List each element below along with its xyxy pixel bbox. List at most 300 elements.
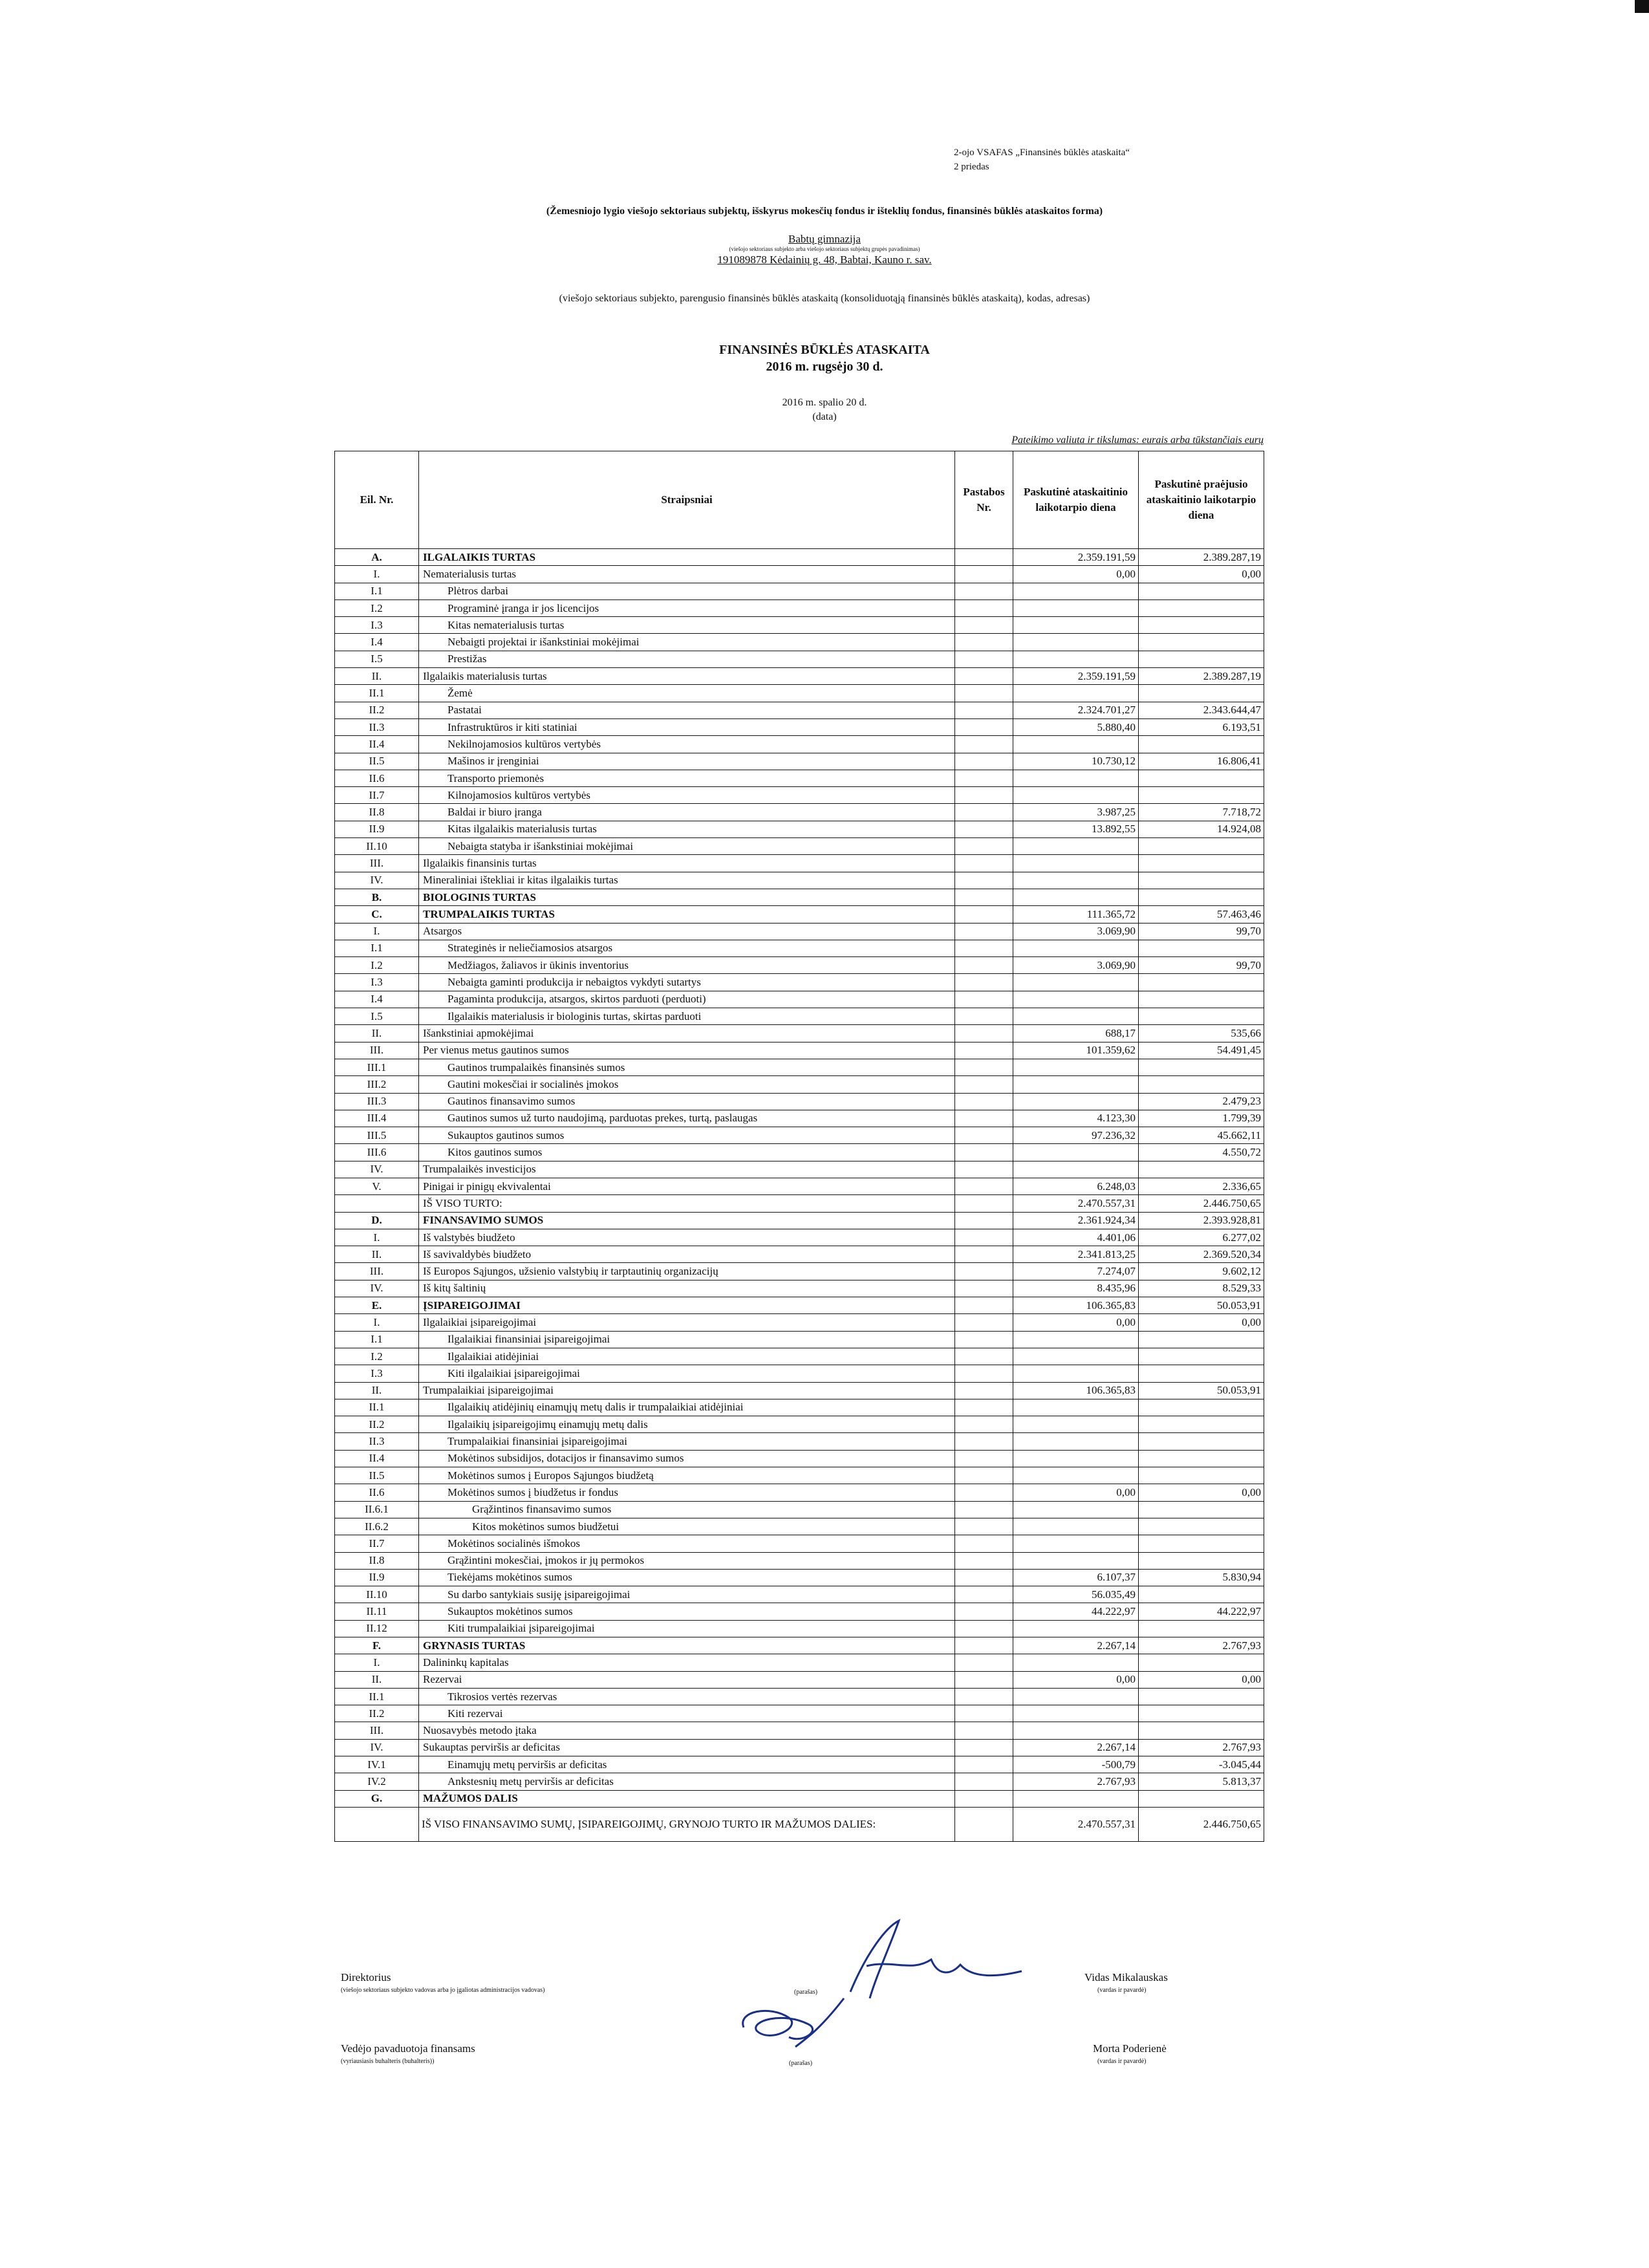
table-row bbox=[335, 1314, 1264, 1331]
row-previous-value bbox=[1139, 1467, 1264, 1484]
row-current-value: 106.365,83 bbox=[1013, 1382, 1139, 1399]
row-previous-value bbox=[1139, 1365, 1264, 1382]
row-current-value: 2.324.701,27 bbox=[1013, 702, 1139, 718]
row-item: Ilgalaikis materialusis ir biologinis turtas, skirtas parduoti bbox=[419, 1008, 955, 1025]
row-current-value bbox=[1013, 1348, 1139, 1365]
table-row bbox=[335, 1144, 1264, 1161]
row-note bbox=[955, 736, 1013, 753]
row-item: Programinė įranga ir jos licencijos bbox=[419, 599, 955, 616]
accountant-caption: (vyriausiasis buhalteris (buhalteris)) bbox=[341, 2058, 435, 2065]
row-previous-value: 4.550,72 bbox=[1139, 1144, 1264, 1161]
grand-total-nr bbox=[335, 1807, 419, 1841]
row-item: Ilgalaikis finansinis turtas bbox=[419, 855, 955, 872]
report-title: FINANSINĖS BŪKLĖS ATASKAITA bbox=[719, 343, 930, 357]
row-item: Medžiagos, žaliavos ir ūkinis inventorius bbox=[419, 957, 955, 974]
row-nr: G. bbox=[335, 1790, 419, 1807]
row-current-value bbox=[1013, 1059, 1139, 1075]
row-current-value bbox=[1013, 889, 1139, 905]
table-row bbox=[335, 1127, 1264, 1144]
row-nr: III.3 bbox=[335, 1093, 419, 1110]
row-previous-value bbox=[1139, 1416, 1264, 1433]
row-note bbox=[955, 1790, 1013, 1807]
row-note bbox=[955, 1314, 1013, 1331]
row-note bbox=[955, 1127, 1013, 1144]
accountant-sign-caption: (parašas) bbox=[789, 2060, 813, 2067]
row-item: Per vienus metus gautinos sumos bbox=[419, 1042, 955, 1059]
row-item: Kitos gautinos sumos bbox=[419, 1144, 955, 1161]
row-nr: II. bbox=[335, 1671, 419, 1688]
row-item: Žemė bbox=[419, 685, 955, 702]
row-previous-value bbox=[1139, 1688, 1264, 1705]
table-row bbox=[335, 991, 1264, 1008]
row-current-value bbox=[1013, 1790, 1139, 1807]
row-nr: IV. bbox=[335, 872, 419, 889]
row-previous-value bbox=[1139, 940, 1264, 956]
row-nr: II.4 bbox=[335, 736, 419, 753]
row-note bbox=[955, 1535, 1013, 1552]
row-item: Gautinos finansavimo sumos bbox=[419, 1093, 955, 1110]
row-nr: I.1 bbox=[335, 940, 419, 956]
row-item: Išankstiniai apmokėjimai bbox=[419, 1025, 955, 1042]
row-previous-value bbox=[1139, 889, 1264, 905]
row-current-value bbox=[1013, 634, 1139, 651]
row-note bbox=[955, 1552, 1013, 1569]
row-previous-value: 2.389.287,19 bbox=[1139, 668, 1264, 685]
annex-reference bbox=[954, 146, 1130, 174]
row-note bbox=[955, 634, 1013, 651]
row-nr: I. bbox=[335, 566, 419, 583]
row-previous-value: 14.924,08 bbox=[1139, 821, 1264, 837]
row-current-value: -500,79 bbox=[1013, 1756, 1139, 1773]
table-row bbox=[335, 1093, 1264, 1110]
table-row bbox=[335, 617, 1264, 634]
table-row bbox=[335, 1433, 1264, 1450]
table-row bbox=[335, 974, 1264, 991]
row-item: ILGALAIKIS TURTAS bbox=[419, 549, 955, 566]
grand-total-row bbox=[335, 1807, 1264, 1841]
row-item: Mineraliniai ištekliai ir kitas ilgalaikis turtas bbox=[419, 872, 955, 889]
row-previous-value: 7.718,72 bbox=[1139, 804, 1264, 821]
row-previous-value bbox=[1139, 599, 1264, 616]
accountant-role: Vedėjo pavaduotoja finansams bbox=[341, 2042, 475, 2055]
row-nr: II. bbox=[335, 1025, 419, 1042]
row-previous-value bbox=[1139, 974, 1264, 991]
row-nr: I.2 bbox=[335, 1348, 419, 1365]
row-note bbox=[955, 906, 1013, 923]
row-item: Tikrosios vertės rezervas bbox=[419, 1688, 955, 1705]
table-row bbox=[335, 1161, 1264, 1178]
annex-line-2: 2 priedas bbox=[954, 162, 989, 172]
row-note bbox=[955, 1518, 1013, 1535]
row-item: ĮSIPAREIGOJIMAI bbox=[419, 1297, 955, 1314]
row-nr: I. bbox=[335, 923, 419, 940]
row-note bbox=[955, 1467, 1013, 1484]
row-nr: I.1 bbox=[335, 1331, 419, 1348]
row-nr: II.1 bbox=[335, 1688, 419, 1705]
entity-code-caption: (viešojo sektoriaus subjekto, parengusio finansinės būklės ataskaitą (konsoliduotąją finansinės būklės ataskaitą), kodas, adresas) bbox=[559, 293, 1090, 304]
row-item: Ilgalaikių atidėjinių einamųjų metų dalis ir trumpalaikiai atidėjiniai bbox=[419, 1399, 955, 1416]
row-nr: B. bbox=[335, 889, 419, 905]
row-item: Kitos mokėtinos sumos biudžetui bbox=[419, 1518, 955, 1535]
row-item: Kitas nematerialusis turtas bbox=[419, 617, 955, 634]
row-previous-value bbox=[1139, 1722, 1264, 1739]
row-nr: III.2 bbox=[335, 1076, 419, 1093]
row-note bbox=[955, 1416, 1013, 1433]
row-note bbox=[955, 821, 1013, 837]
table-row bbox=[335, 957, 1264, 974]
table-row bbox=[335, 940, 1264, 956]
row-note bbox=[955, 1008, 1013, 1025]
row-nr: I.2 bbox=[335, 599, 419, 616]
row-item: Mokėtinos subsidijos, dotacijos ir finansavimo sumos bbox=[419, 1450, 955, 1467]
header-note: Pastabos Nr. bbox=[955, 451, 1013, 549]
row-previous-value: 0,00 bbox=[1139, 1484, 1264, 1501]
row-note bbox=[955, 1450, 1013, 1467]
row-item: Rezervai bbox=[419, 1671, 955, 1688]
row-previous-value bbox=[1139, 855, 1264, 872]
table-row bbox=[335, 1246, 1264, 1263]
row-current-value bbox=[1013, 599, 1139, 616]
table-row bbox=[335, 1739, 1264, 1756]
table-row bbox=[335, 634, 1264, 651]
row-note bbox=[955, 566, 1013, 583]
row-item: Mašinos ir įrenginiai bbox=[419, 753, 955, 770]
row-previous-value: 16.806,41 bbox=[1139, 753, 1264, 770]
table-row bbox=[335, 1076, 1264, 1093]
row-note bbox=[955, 1586, 1013, 1603]
row-nr: III. bbox=[335, 1042, 419, 1059]
row-nr: III.5 bbox=[335, 1127, 419, 1144]
row-previous-value bbox=[1139, 1161, 1264, 1178]
row-item: Prestižas bbox=[419, 651, 955, 667]
row-current-value bbox=[1013, 1518, 1139, 1535]
row-previous-value bbox=[1139, 1450, 1264, 1467]
row-item: Ilgalaikis materialusis turtas bbox=[419, 668, 955, 685]
row-nr: II.7 bbox=[335, 1535, 419, 1552]
row-current-value: 7.274,07 bbox=[1013, 1263, 1139, 1280]
row-previous-value: 1.799,39 bbox=[1139, 1110, 1264, 1127]
header-current: Paskutinė ataskaitinio laikotarpio diena bbox=[1013, 451, 1139, 549]
grand-total-label: IŠ VISO FINANSAVIMO SUMŲ, ĮSIPAREIGOJIMŲ, GRYNOJO TURTO IR MAŽUMOS DALIES: bbox=[419, 1807, 955, 1841]
row-previous-value: 5.813,37 bbox=[1139, 1773, 1264, 1790]
table-row bbox=[335, 1450, 1264, 1467]
row-current-value: 4.123,30 bbox=[1013, 1110, 1139, 1127]
row-current-value: 2.359.191,59 bbox=[1013, 668, 1139, 685]
row-note bbox=[955, 787, 1013, 804]
table-row bbox=[335, 1042, 1264, 1059]
row-previous-value bbox=[1139, 1620, 1264, 1637]
row-previous-value: 6.193,51 bbox=[1139, 718, 1264, 735]
row-item: Nuosavybės metodo įtaka bbox=[419, 1722, 955, 1739]
table-row bbox=[335, 566, 1264, 583]
row-previous-value bbox=[1139, 634, 1264, 651]
row-nr: II.4 bbox=[335, 1450, 419, 1467]
row-previous-value: 0,00 bbox=[1139, 566, 1264, 583]
director-sign-caption: (parašas) bbox=[794, 1989, 818, 1996]
row-note bbox=[955, 549, 1013, 566]
row-nr: I. bbox=[335, 1654, 419, 1671]
row-current-value bbox=[1013, 1399, 1139, 1416]
row-previous-value bbox=[1139, 1076, 1264, 1093]
row-current-value: 106.365,83 bbox=[1013, 1297, 1139, 1314]
row-current-value: 3.987,25 bbox=[1013, 804, 1139, 821]
table-row bbox=[335, 753, 1264, 770]
table-row bbox=[335, 1518, 1264, 1535]
table-row bbox=[335, 1688, 1264, 1705]
row-nr: I.4 bbox=[335, 634, 419, 651]
row-nr: III. bbox=[335, 1263, 419, 1280]
table-row bbox=[335, 1586, 1264, 1603]
row-note bbox=[955, 1637, 1013, 1654]
row-note bbox=[955, 651, 1013, 667]
row-note bbox=[955, 1484, 1013, 1501]
row-note bbox=[955, 718, 1013, 735]
row-nr: I. bbox=[335, 1314, 419, 1331]
row-nr: IV. bbox=[335, 1280, 419, 1297]
row-item: GRYNASIS TURTAS bbox=[419, 1637, 955, 1654]
row-current-value bbox=[1013, 872, 1139, 889]
row-nr: II.5 bbox=[335, 753, 419, 770]
row-previous-value: 57.463,46 bbox=[1139, 906, 1264, 923]
report-date-caption: (data) bbox=[812, 411, 837, 422]
row-current-value: 0,00 bbox=[1013, 1484, 1139, 1501]
row-previous-value: 2.369.520,34 bbox=[1139, 1246, 1264, 1263]
row-nr: II.9 bbox=[335, 821, 419, 837]
table-row bbox=[335, 1348, 1264, 1365]
table-body bbox=[335, 549, 1264, 1808]
table-row bbox=[335, 872, 1264, 889]
row-current-value: 5.880,40 bbox=[1013, 718, 1139, 735]
row-nr: IV.1 bbox=[335, 1756, 419, 1773]
row-nr: II.1 bbox=[335, 1399, 419, 1416]
row-nr: II.7 bbox=[335, 787, 419, 804]
row-current-value bbox=[1013, 1331, 1139, 1348]
row-note bbox=[955, 770, 1013, 786]
row-item: Tiekėjams mokėtinos sumos bbox=[419, 1569, 955, 1586]
table-row bbox=[335, 1382, 1264, 1399]
row-nr: II.6.1 bbox=[335, 1501, 419, 1518]
row-current-value bbox=[1013, 1688, 1139, 1705]
row-previous-value bbox=[1139, 1501, 1264, 1518]
row-previous-value bbox=[1139, 838, 1264, 855]
row-nr: III. bbox=[335, 855, 419, 872]
row-previous-value bbox=[1139, 1654, 1264, 1671]
row-previous-value bbox=[1139, 583, 1264, 599]
row-previous-value bbox=[1139, 1586, 1264, 1603]
row-current-value bbox=[1013, 1433, 1139, 1450]
table-row bbox=[335, 855, 1264, 872]
table-row bbox=[335, 1059, 1264, 1075]
table-row bbox=[335, 1603, 1264, 1620]
entity-name: Babtų gimnazija bbox=[788, 233, 861, 245]
grand-total-current: 2.470.557,31 bbox=[1013, 1807, 1139, 1841]
row-note bbox=[955, 1297, 1013, 1314]
table-row bbox=[335, 1705, 1264, 1722]
row-previous-value bbox=[1139, 1705, 1264, 1722]
table-row bbox=[335, 1025, 1264, 1042]
table-row bbox=[335, 1756, 1264, 1773]
row-nr bbox=[335, 1195, 419, 1212]
row-item: Trumpalaikiai finansiniai įsipareigojimai bbox=[419, 1433, 955, 1450]
row-item: Plėtros darbai bbox=[419, 583, 955, 599]
grand-total-previous: 2.446.750,65 bbox=[1139, 1807, 1264, 1841]
row-note bbox=[955, 1195, 1013, 1212]
entity-name-caption: (viešojo sektoriaus subjekto arba viešojo sektoriaus subjektų grupės pavadinimas) bbox=[729, 246, 920, 252]
row-current-value: 4.401,06 bbox=[1013, 1229, 1139, 1246]
row-previous-value bbox=[1139, 1331, 1264, 1348]
row-previous-value: 2.343.644,47 bbox=[1139, 702, 1264, 718]
table-row bbox=[335, 1331, 1264, 1348]
table-row bbox=[335, 906, 1264, 923]
row-note bbox=[955, 1433, 1013, 1450]
row-note bbox=[955, 668, 1013, 685]
row-note bbox=[955, 1144, 1013, 1161]
row-nr: V. bbox=[335, 1178, 419, 1194]
row-previous-value bbox=[1139, 1552, 1264, 1569]
row-current-value: 2.267,14 bbox=[1013, 1739, 1139, 1756]
row-current-value bbox=[1013, 617, 1139, 634]
row-nr: II.6 bbox=[335, 770, 419, 786]
row-current-value bbox=[1013, 940, 1139, 956]
row-note bbox=[955, 1178, 1013, 1194]
row-previous-value: 0,00 bbox=[1139, 1671, 1264, 1688]
table-row bbox=[335, 1654, 1264, 1671]
row-note bbox=[955, 1603, 1013, 1620]
row-current-value: 97.236,32 bbox=[1013, 1127, 1139, 1144]
table-row bbox=[335, 1671, 1264, 1688]
row-nr: II.6 bbox=[335, 1484, 419, 1501]
row-item: Grąžintini mokesčiai, įmokos ir jų permokos bbox=[419, 1552, 955, 1569]
row-item: Nebaigta statyba ir išankstiniai mokėjimai bbox=[419, 838, 955, 855]
row-item: Ilgalaikių įsipareigojimų einamųjų metų dalis bbox=[419, 1416, 955, 1433]
header-nr: Eil. Nr. bbox=[335, 451, 419, 549]
row-item: Dalininkų kapitalas bbox=[419, 1654, 955, 1671]
row-item: Pastatai bbox=[419, 702, 955, 718]
row-current-value bbox=[1013, 838, 1139, 855]
table-row bbox=[335, 1110, 1264, 1127]
row-item: Iš kitų šaltinių bbox=[419, 1280, 955, 1297]
director-role: Direktorius bbox=[341, 1971, 391, 1983]
row-nr: II.12 bbox=[335, 1620, 419, 1637]
row-item: Mokėtinos socialinės išmokos bbox=[419, 1535, 955, 1552]
row-nr: II.3 bbox=[335, 718, 419, 735]
row-note bbox=[955, 838, 1013, 855]
row-current-value bbox=[1013, 991, 1139, 1008]
row-item: Iš savivaldybės biudžeto bbox=[419, 1246, 955, 1263]
row-item: Gautinos trumpalaikės finansinės sumos bbox=[419, 1059, 955, 1075]
row-current-value: 0,00 bbox=[1013, 1671, 1139, 1688]
row-previous-value: 535,66 bbox=[1139, 1025, 1264, 1042]
row-nr: III.4 bbox=[335, 1110, 419, 1127]
row-note bbox=[955, 804, 1013, 821]
form-subtitle: (Žemesniojo lygio viešojo sektoriaus subjektų, išskyrus mokesčių fondus ir išteklių fondus, finansinės būklės ataskaitos forma) bbox=[546, 206, 1103, 217]
row-current-value: 101.359,62 bbox=[1013, 1042, 1139, 1059]
row-current-value bbox=[1013, 583, 1139, 599]
row-note bbox=[955, 923, 1013, 940]
row-item: Grąžintinos finansavimo sumos bbox=[419, 1501, 955, 1518]
row-current-value: 8.435,96 bbox=[1013, 1280, 1139, 1297]
row-current-value bbox=[1013, 1705, 1139, 1722]
row-item: Nebaigta gaminti produkcija ir nebaigtos vykdyti sutartys bbox=[419, 974, 955, 991]
row-previous-value: 2.389.287,19 bbox=[1139, 549, 1264, 566]
row-note bbox=[955, 1722, 1013, 1739]
row-note bbox=[955, 1093, 1013, 1110]
row-item: TRUMPALAIKIS TURTAS bbox=[419, 906, 955, 923]
report-title-block bbox=[0, 341, 1649, 375]
row-note bbox=[955, 685, 1013, 702]
row-note bbox=[955, 1348, 1013, 1365]
row-previous-value bbox=[1139, 991, 1264, 1008]
row-current-value: 2.267,14 bbox=[1013, 1637, 1139, 1654]
report-date-block bbox=[0, 396, 1649, 424]
row-current-value: 6.107,37 bbox=[1013, 1569, 1139, 1586]
row-item: Kitas ilgalaikis materialusis turtas bbox=[419, 821, 955, 837]
table-row bbox=[335, 1399, 1264, 1416]
row-note bbox=[955, 1654, 1013, 1671]
row-nr: IV. bbox=[335, 1739, 419, 1756]
row-nr: IV.2 bbox=[335, 1773, 419, 1790]
table-row bbox=[335, 583, 1264, 599]
row-current-value bbox=[1013, 685, 1139, 702]
row-previous-value bbox=[1139, 1433, 1264, 1450]
row-current-value bbox=[1013, 1450, 1139, 1467]
row-current-value: 111.365,72 bbox=[1013, 906, 1139, 923]
table-row bbox=[335, 549, 1264, 566]
table-row bbox=[335, 1569, 1264, 1586]
row-item: Nekilnojamosios kultūros vertybės bbox=[419, 736, 955, 753]
row-previous-value: 2.336,65 bbox=[1139, 1178, 1264, 1194]
row-current-value: 2.767,93 bbox=[1013, 1773, 1139, 1790]
row-note bbox=[955, 872, 1013, 889]
row-previous-value: 2.446.750,65 bbox=[1139, 1195, 1264, 1212]
row-previous-value: 99,70 bbox=[1139, 957, 1264, 974]
table-row bbox=[335, 770, 1264, 786]
table-row bbox=[335, 685, 1264, 702]
row-previous-value bbox=[1139, 1008, 1264, 1025]
row-nr: II. bbox=[335, 668, 419, 685]
row-item: Atsargos bbox=[419, 923, 955, 940]
row-item: Transporto priemonės bbox=[419, 770, 955, 786]
row-current-value bbox=[1013, 974, 1139, 991]
row-nr: III.1 bbox=[335, 1059, 419, 1075]
director-caption: (viešojo sektoriaus subjekto vadovas arba jo įgaliotas administracijos vadovas) bbox=[341, 1987, 545, 1994]
row-note bbox=[955, 1025, 1013, 1042]
row-previous-value bbox=[1139, 1790, 1264, 1807]
row-item: Nebaigti projektai ir išankstiniai mokėjimai bbox=[419, 634, 955, 651]
row-item: Sukauptos gautinos sumos bbox=[419, 1127, 955, 1144]
table-row bbox=[335, 1212, 1264, 1229]
row-item: Mokėtinos sumos į biudžetus ir fondus bbox=[419, 1484, 955, 1501]
row-note bbox=[955, 1620, 1013, 1637]
row-item: Pinigai ir pinigų ekvivalentai bbox=[419, 1178, 955, 1194]
row-nr: II.9 bbox=[335, 1569, 419, 1586]
row-current-value bbox=[1013, 770, 1139, 786]
table-row bbox=[335, 702, 1264, 718]
row-nr: A. bbox=[335, 549, 419, 566]
row-nr: I.2 bbox=[335, 957, 419, 974]
row-current-value bbox=[1013, 1076, 1139, 1093]
row-current-value: 3.069,90 bbox=[1013, 957, 1139, 974]
row-nr: E. bbox=[335, 1297, 419, 1314]
row-note bbox=[955, 1705, 1013, 1722]
row-item: Ankstesnių metų perviršis ar deficitas bbox=[419, 1773, 955, 1790]
row-previous-value bbox=[1139, 1535, 1264, 1552]
row-item: Iš valstybės biudžeto bbox=[419, 1229, 955, 1246]
row-current-value: 688,17 bbox=[1013, 1025, 1139, 1042]
row-previous-value: 6.277,02 bbox=[1139, 1229, 1264, 1246]
row-previous-value: 8.529,33 bbox=[1139, 1280, 1264, 1297]
row-item: Trumpalaikės investicijos bbox=[419, 1161, 955, 1178]
